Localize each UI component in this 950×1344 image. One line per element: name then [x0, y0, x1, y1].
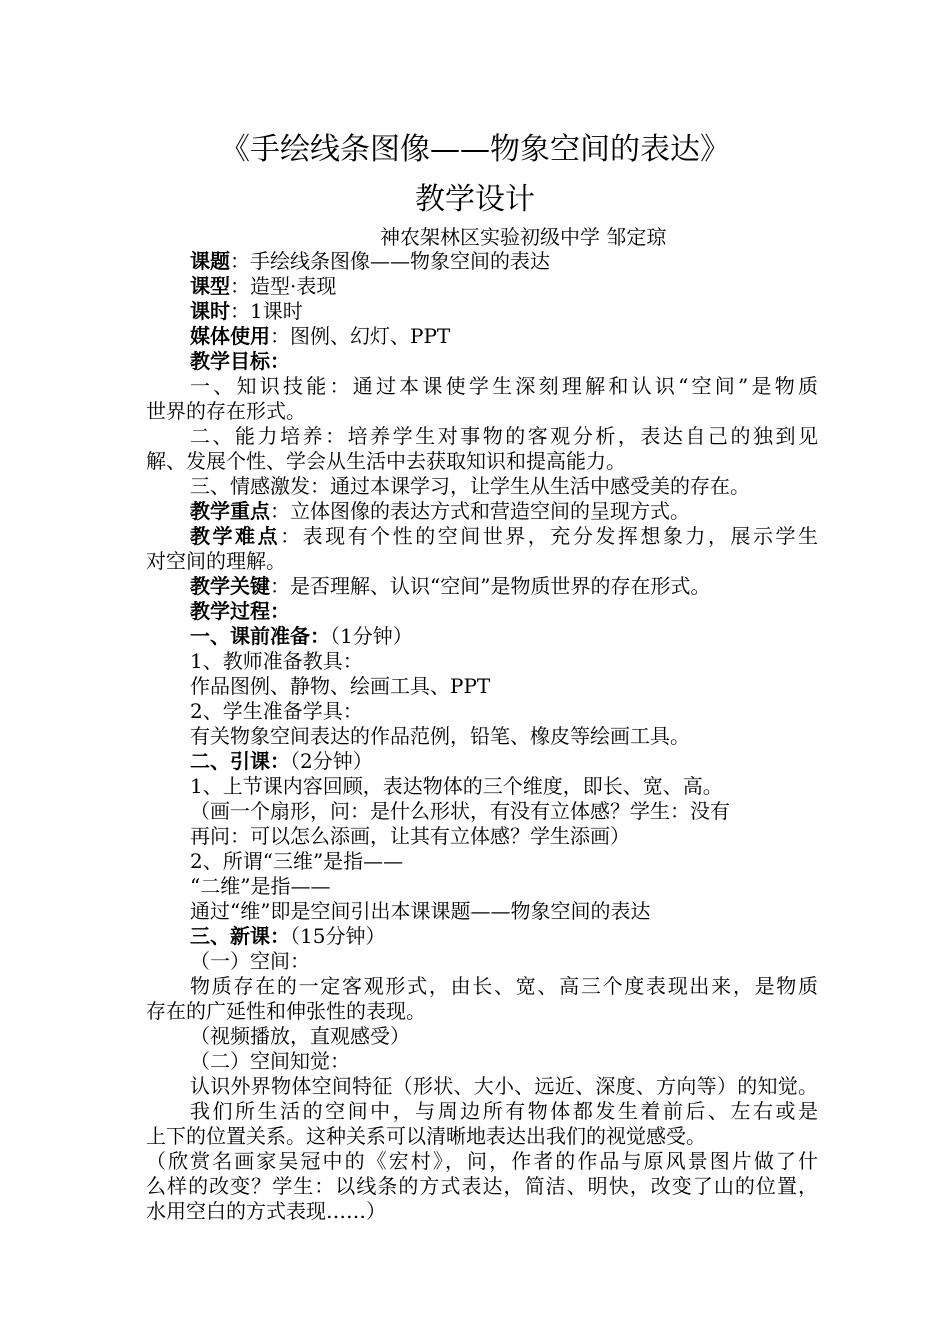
paragraph-line: 世界的存在形式。: [146, 399, 306, 423]
paragraph-line: 2、所谓“三维”是指——: [190, 849, 404, 873]
field-difficulty: 教学难点：表现有个性的空间世界，充分发挥想象力，展示学生: [190, 524, 819, 548]
paragraph-line: 1、上节课内容回顾，表达物体的三个维度，即长、宽、高。: [190, 774, 723, 798]
paragraph-line: 么样的改变？学生：以线条的方式表达，简洁、明快，改变了山的位置，: [146, 1174, 818, 1198]
section-heading-process: 教学过程：: [190, 599, 290, 623]
section-heading-new: 三、新课：（15分钟）: [190, 924, 386, 948]
document-body: [146, 249, 818, 1224]
field-key-point: 教学重点：立体图像的表达方式和营造空间的呈现方式。: [190, 499, 690, 523]
author-line: 神农架林区实验初级中学 邹定琼: [380, 225, 667, 249]
paragraph-line: 对空间的理解。: [146, 549, 286, 573]
paragraph-line: 通过“维”即是空间引出本课课题——物象空间的表达: [190, 899, 651, 923]
paragraph-line: 有关物象空间表达的作品范例，铅笔、橡皮等绘画工具。: [190, 724, 690, 748]
paragraph-line: 再问：可以怎么添画，让其有立体感？学生添画）: [190, 824, 630, 848]
paragraph-line: “二维”是指——: [190, 874, 331, 898]
paragraph-line: 三、情感激发：通过本课学习，让学生从生活中感受美的存在。: [190, 474, 750, 498]
paragraph-line: 上下的位置关系。这种关系可以清晰地表达出我们的视觉感受。: [146, 1124, 706, 1148]
field-hours: 课时：1课时: [190, 299, 303, 323]
paragraph-line: 作品图例、静物、绘画工具、PPT: [190, 674, 491, 698]
paragraph-line: 2、学生准备学具：: [190, 699, 363, 723]
document-subtitle: 教学设计: [415, 182, 535, 217]
paragraph-line: 物质存在的一定客观形式，由长、宽、高三个度表现出来，是物质: [190, 974, 818, 998]
field-media: 媒体使用：图例、幻灯、PPT: [190, 324, 451, 348]
document-title: 《手绘线条图像——物象空间的表达》: [220, 132, 730, 167]
paragraph-line: 水用空白的方式表现……）: [146, 1199, 386, 1223]
paragraph-line: 解、发展个性、学会从生活中去获取知识和提高能力。: [146, 449, 626, 473]
paragraph-line: （画一个扇形，问：是什么形状，有没有立体感？学生：没有: [190, 799, 730, 823]
paragraph-line: （视频播放，直观感受）: [190, 1024, 410, 1048]
section-heading-prep: 一、课前准备：（1分钟）: [190, 624, 413, 648]
paragraph-line: 一、知识技能：通过本课使学生深刻理解和认识“空间”是物质: [190, 374, 818, 398]
paragraph-line: 1、教师准备教具：: [190, 649, 363, 673]
section-heading-intro: 二、引课：（2分钟）: [190, 749, 373, 773]
paragraph-line: 我们所生活的空间中，与周边所有物体都发生着前后、左右或是: [190, 1099, 818, 1123]
paragraph-line: 二、能力培养：培养学生对事物的客观分析，表达自己的独到见: [190, 424, 818, 448]
paragraph-line: 认识外界物体空间特征（形状、大小、远近、深度、方向等）的知觉。: [190, 1074, 818, 1098]
paragraph-line: （二）空间知觉：: [190, 1049, 350, 1073]
section-heading-goals: 教学目标：: [190, 349, 290, 373]
field-type: 课型：造型·表现: [190, 274, 337, 298]
field-topic: 课题：手绘线条图像——物象空间的表达: [190, 249, 550, 273]
paragraph-line: 存在的广延性和伸张性的表现。: [146, 999, 426, 1023]
paragraph-line: （一）空间：: [190, 949, 310, 973]
field-key: 教学关键：是否理解、认识“空间”是物质世界的存在形式。: [190, 574, 711, 598]
paragraph-line: （欣赏名画家吴冠中的《宏村》，问，作者的作品与原风景图片做了什: [146, 1149, 818, 1173]
